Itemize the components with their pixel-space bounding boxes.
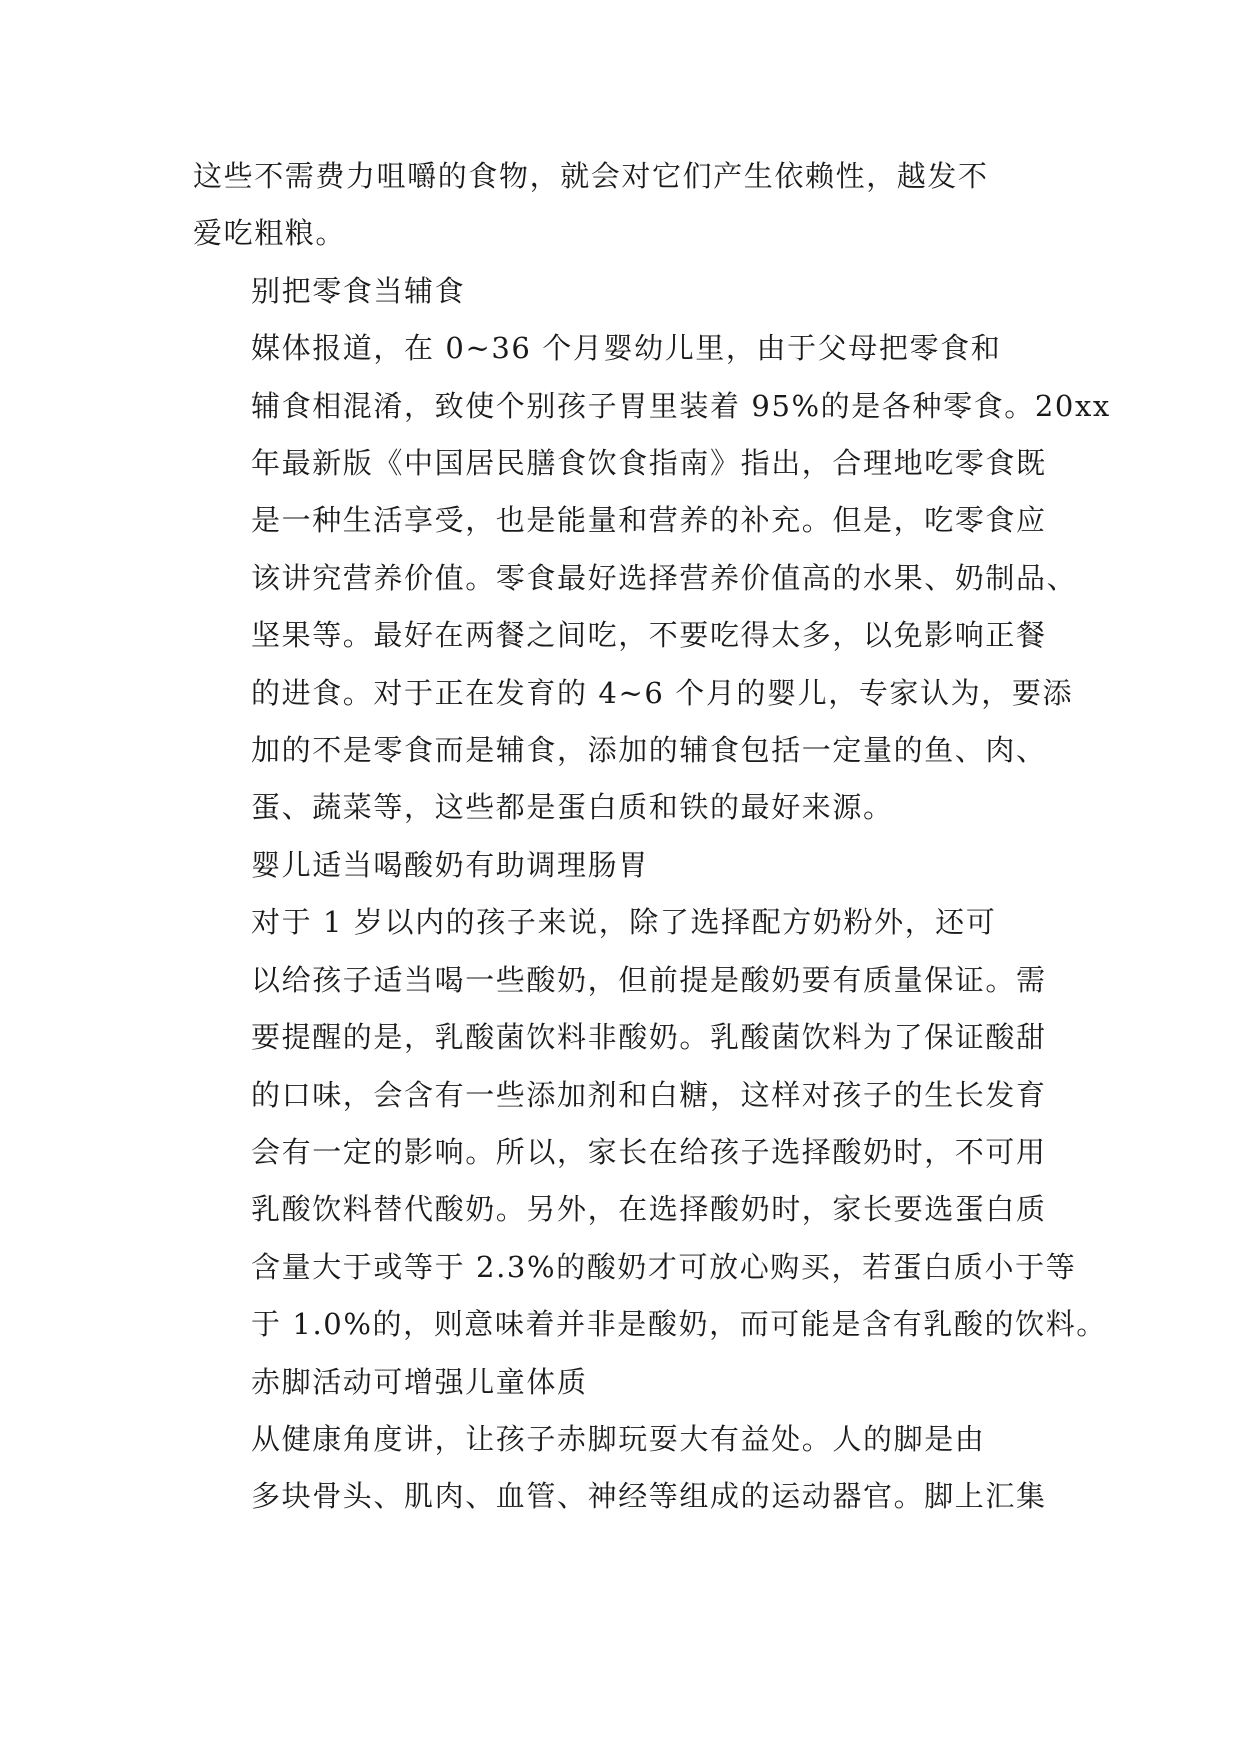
text-line: 对于 1 岁以内的孩子来说，除了选择配方奶粉外，还可 (251, 905, 997, 940)
text-line: 于 1.0%的，则意味着并非是酸奶，而可能是含有乳酸的饮料。 (251, 1307, 1107, 1342)
section-heading (193, 263, 1091, 320)
text-line: 要提醒的是，乳酸菌饮料非酸奶。乳酸菌饮料为了保证酸甜 (251, 1020, 1047, 1055)
text-line: 辅食相混淆，致使个别孩子胃里装着 95%的是各种零食。20xx (251, 388, 1111, 423)
text-line: 是一种生活享受，也是能量和营养的补充。但是，吃零食应 (251, 503, 1047, 538)
section-heading (193, 1354, 1091, 1411)
text-line: 别把零食当辅食 (251, 273, 466, 308)
text-line: 加的不是零食而是辅食，添加的辅食包括一定量的鱼、肉、 (251, 733, 1047, 768)
body-paragraph (193, 894, 1107, 1353)
text-line: 的进食。对于正在发育的 4~6 个月的婴儿，专家认为，要添 (251, 675, 1074, 710)
text-line: 该讲究营养价值。零食最好选择营养价值高的水果、奶制品、 (251, 560, 1078, 595)
text-line: 以给孩子适当喝一些酸奶，但前提是酸奶要有质量保证。需 (251, 962, 1047, 997)
text-line: 从健康角度讲，让孩子赤脚玩耍大有益处。人的脚是由 (251, 1421, 986, 1456)
text-line: 赤脚活动可增强儿童体质 (251, 1364, 588, 1399)
text-line: 会有一定的影响。所以，家长在给孩子选择酸奶时，不可用 (251, 1134, 1047, 1169)
text-line: 年最新版《中国居民膳食饮食指南》指出，合理地吃零食既 (251, 446, 1047, 481)
text-line: 蛋、蔬菜等，这些都是蛋白质和铁的最好来源。 (251, 790, 894, 825)
text-line: 含量大于或等于 2.3%的酸奶才可放心购买，若蛋白质小于等 (251, 1249, 1077, 1284)
text-line: 爱吃粗粮。 (193, 216, 347, 251)
body-paragraph (193, 320, 1111, 837)
text-line: 多块骨头、肌肉、血管、神经等组成的运动器官。脚上汇集 (251, 1479, 1047, 1514)
body-paragraph (193, 1411, 1091, 1526)
text-line: 乳酸饮料替代酸奶。另外，在选择酸奶时，家长要选蛋白质 (251, 1192, 1047, 1227)
body-paragraph (193, 148, 1091, 263)
text-line: 婴儿适当喝酸奶有助调理肠胃 (251, 847, 649, 882)
text-line: 的口味，会含有一些添加剂和白糖，这样对孩子的生长发育 (251, 1077, 1047, 1112)
text-line: 坚果等。最好在两餐之间吃，不要吃得太多，以免影响正餐 (251, 618, 1047, 653)
text-line: 媒体报道，在 0~36 个月婴幼儿里，由于父母把零食和 (251, 331, 1002, 366)
section-heading (193, 837, 1091, 894)
text-line: 这些不需费力咀嚼的食物，就会对它们产生依赖性，越发不 (193, 159, 989, 193)
